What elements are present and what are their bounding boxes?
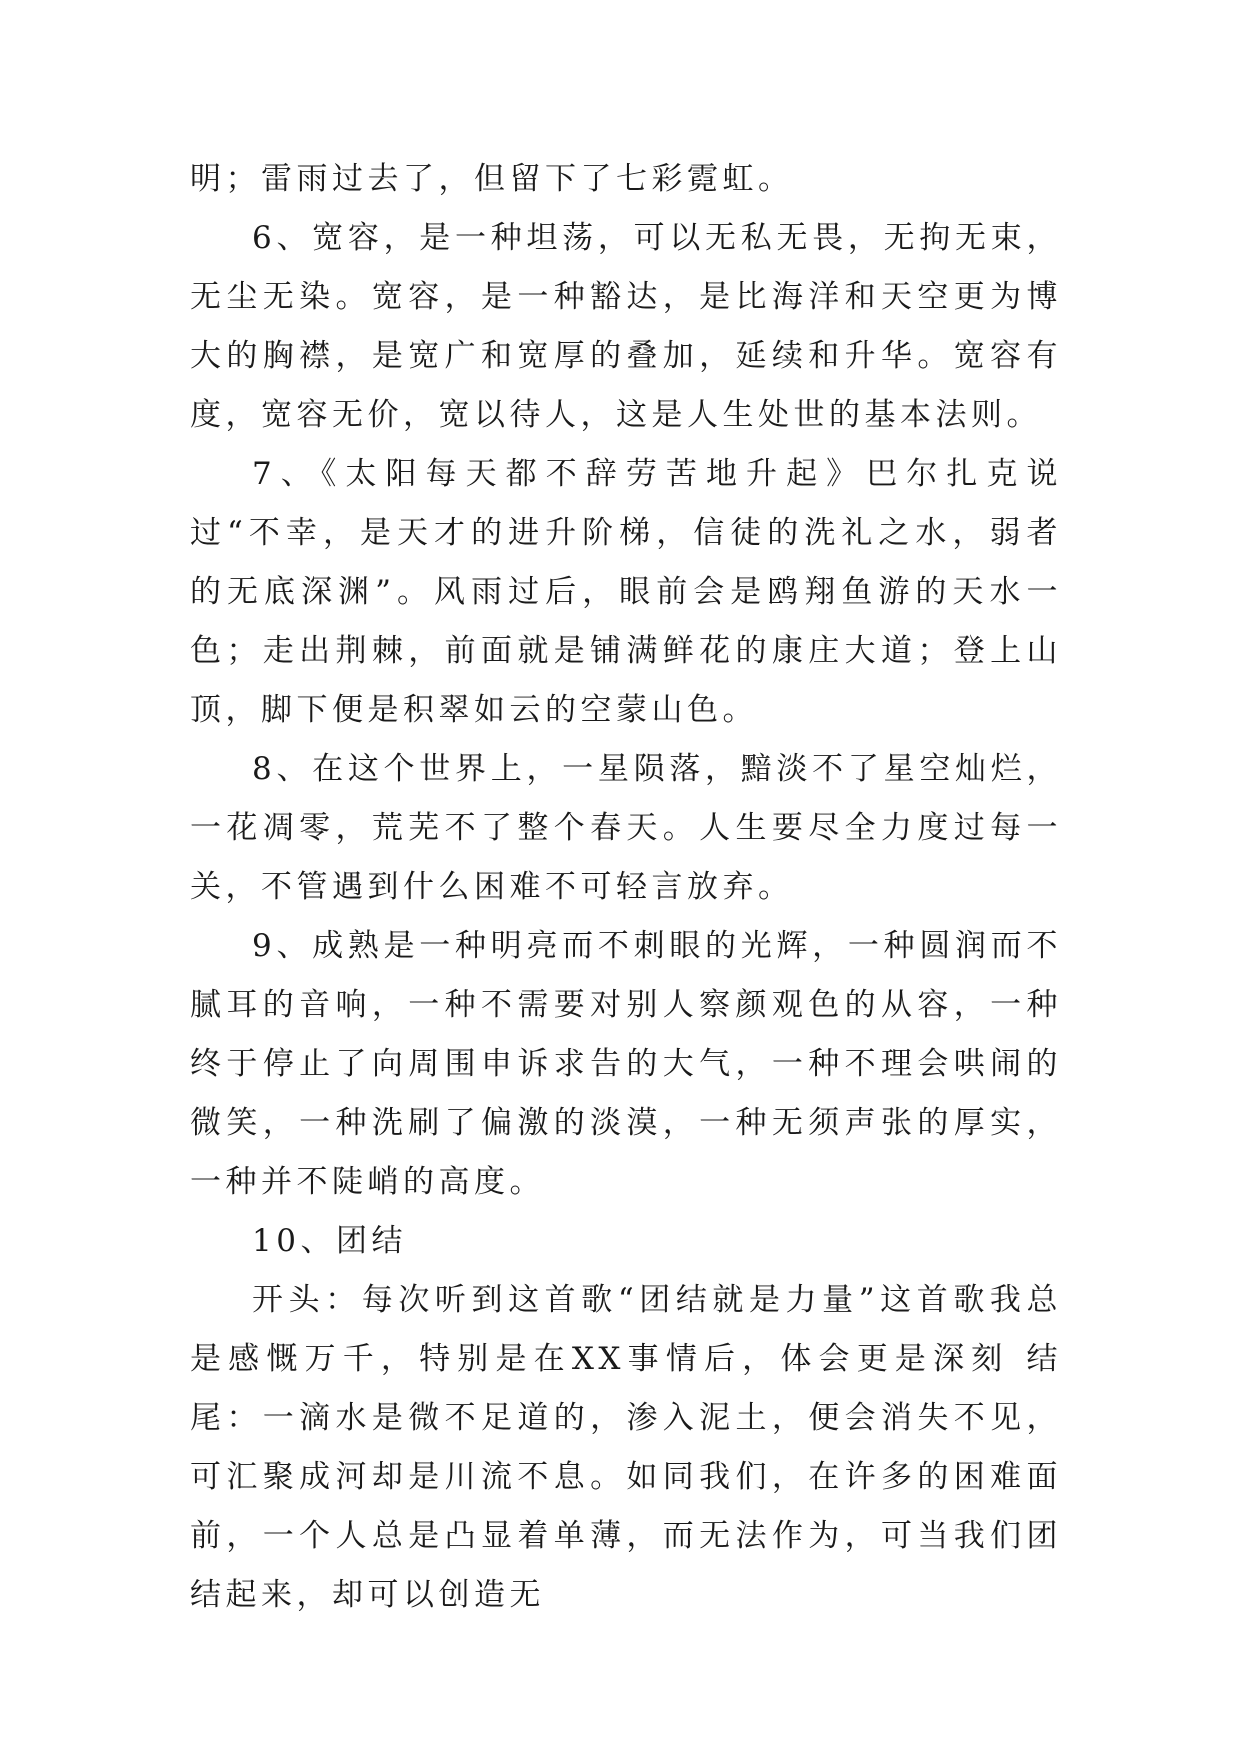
- paragraph-item-9: 9、成熟是一种明亮而不刺眼的光辉，一种圆润而不腻耳的音响，一种不需要对别人察颜观色的从容，一种终于停止了向周围申诉求告的大气，一种不理会哄闹的微笑，一种洗刷了偏激的淡漠，一种无须声张的厚实，一种并不陡峭的高度。: [190, 928, 1062, 1200]
- paragraph-continuation: 明；雷雨过去了，但留下了七彩霓虹。: [190, 161, 794, 197]
- paragraph-item-6: 6、宽容，是一种坦荡，可以无私无畏，无拘无束，无尘无染。宽容，是一种豁达，是比海洋和天空更为博大的胸襟，是宽广和宽厚的叠加，延续和升华。宽容有度，宽容无价，宽以待人，这是人生处世的基本法则。: [190, 220, 1062, 433]
- paragraph-item-10-heading: 10、团结: [252, 1223, 407, 1259]
- paragraph-item-8: 8、在这个世界上，一星陨落，黯淡不了星空灿烂，一花凋零，荒芜不了整个春天。人生要尽全力度过每一关，不管遇到什么困难不可轻言放弃。: [190, 751, 1062, 905]
- paragraph-item-7: 7、《太阳每天都不辞劳苦地升起》巴尔扎克说过“不幸，是天才的进升阶梯，信徒的洗礼之水，弱者的无底深渊”。风雨过后，眼前会是鸥翔鱼游的天水一色；走出荆棘，前面就是铺满鲜花的康庄大道；登上山顶，脚下便是积翠如云的空蒙山色。: [190, 456, 1062, 728]
- paragraph-item-10-body: 开头：每次听到这首歌“团结就是力量”这首歌我总是感慨万千，特别是在XX事情后，体会更是深刻 结尾：一滴水是微不足道的，渗入泥土，便会消失不见，可汇聚成河却是川流不息。如同我们，在许多的困难面前，一个人总是凸显着单薄，而无法作为，可当我们团结起来，却可以创造无: [190, 1282, 1062, 1613]
- document-body: [190, 150, 1062, 1625]
